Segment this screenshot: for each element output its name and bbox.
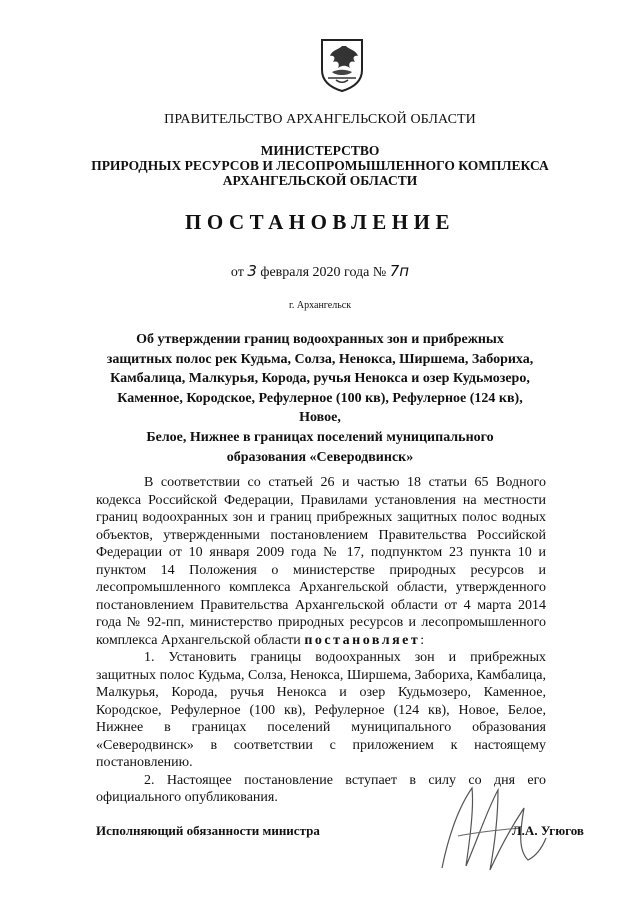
document-number: 7п	[389, 262, 410, 280]
subject-line: Об утверждении границ водоохранных зон и прибрежных	[136, 332, 504, 347]
ministry-line: ПРИРОДНЫХ РЕСУРСОВ И ЛЕСОПРОМЫШЛЕННОГО КОМПЛЕКСА	[91, 158, 549, 173]
subject-line: защитных полос рек Кудьма, Солза, Ненокса, Ширшема, Забориха,	[106, 351, 534, 367]
document-subject	[100, 330, 540, 467]
city: г. Архангельск	[288, 300, 352, 311]
date-prefix: от	[230, 265, 244, 280]
item-1-paragraph: 1. Установить границы водоохранных зон и прибрежных защитных полос Кудьма, Солза, Ненокса, Ширшема, Забориха, Камбалица, Малкурья, Корода, ручья Ненокса и озер Кудьмозеро, Каменное, Кородское, Рефулерное (100 кв), Рефулерное (124 кв), Новое, Белое, Нижнее в границах поселений муниципального образования «Северодвинск» в соответствии с приложением к настоящему постановлению.	[96, 650, 546, 770]
ministry-name	[0, 143, 640, 188]
date-day: 3	[247, 262, 257, 280]
government-name: ПРАВИТЕЛЬСТВО АРХАНГЕЛЬСКОЙ ОБЛАСТИ	[164, 112, 476, 127]
document-date	[0, 262, 640, 281]
preamble-paragraph: В соответствии со статьей 26 и частью 18 статьи 65 Водного кодекса Российской Федерации, Правилами установления на местности границ водоохранных зон и границ прибрежных защитных полос водных объектов, утвержденными постановлением Правительства Российской Федерации от 10 января 2009 года № 17, подпунктом 23 пункта 10 и пунктом 14 Положения о министерстве природных ресурсов и лесопромышленного комплекса Архангельской области, утвержденного постановлением Правительства Архангельской области от 4 марта 2014 года № 92-пп, министерство природных ресурсов и лесопромышленного комплекса Архангельской области постановляет:	[96, 475, 546, 648]
item-2-paragraph: 2. Настоящее постановление вступает в силу со дня его официального опубликования.	[96, 772, 546, 805]
document-body	[96, 474, 546, 807]
signer-position: Исполняющий обязанности министра	[96, 823, 320, 838]
subject-line: образования «Северодвинск»	[226, 449, 414, 465]
ministry-line: АРХАНГЕЛЬСКОЙ ОБЛАСТИ	[222, 173, 418, 188]
document-type: ПОСТАНОВЛЕНИЕ	[185, 210, 455, 234]
coat-of-arms-icon	[318, 36, 366, 92]
date-month-year: февраля 2020 года №	[260, 265, 387, 280]
subject-line: Камбалица, Малкурья, Корода, ручья Ненокса и озер Кудьмозеро,	[110, 371, 530, 387]
preamble-text: В соответствии со статьей 26 и частью 18 статьи 65 Водного кодекса Российской Федерации, Правилами установления на местности границ водоохранных зон и границ прибрежных защитных полос водных объектов, утвержденными постановлением Правительства Российской Федерации от 10 января 2009 года № 17, подпунктом 23 пункта 10 и пунктом 14 Положения о министерстве природных ресурсов и лесопромышленного комплекса Архангельской области, утвержденного постановлением Правительства Архангельской области от 4 марта 2014 года № 92-пп, министерство природных ресурсов и лесопромышленного комплекса Архангельской области	[96, 475, 546, 648]
signer-name: Л.А. Угюгов	[512, 823, 584, 838]
subject-line: Белое, Нижнее в границах поселений муниципального	[146, 429, 494, 445]
subject-line: Каменное, Кородское, Рефулерное (100 кв), Рефулерное (124 кв), Новое,	[117, 390, 523, 426]
ministry-line: МИНИСТЕРСТВО	[260, 143, 380, 158]
decree-word: постановляет	[304, 632, 421, 648]
